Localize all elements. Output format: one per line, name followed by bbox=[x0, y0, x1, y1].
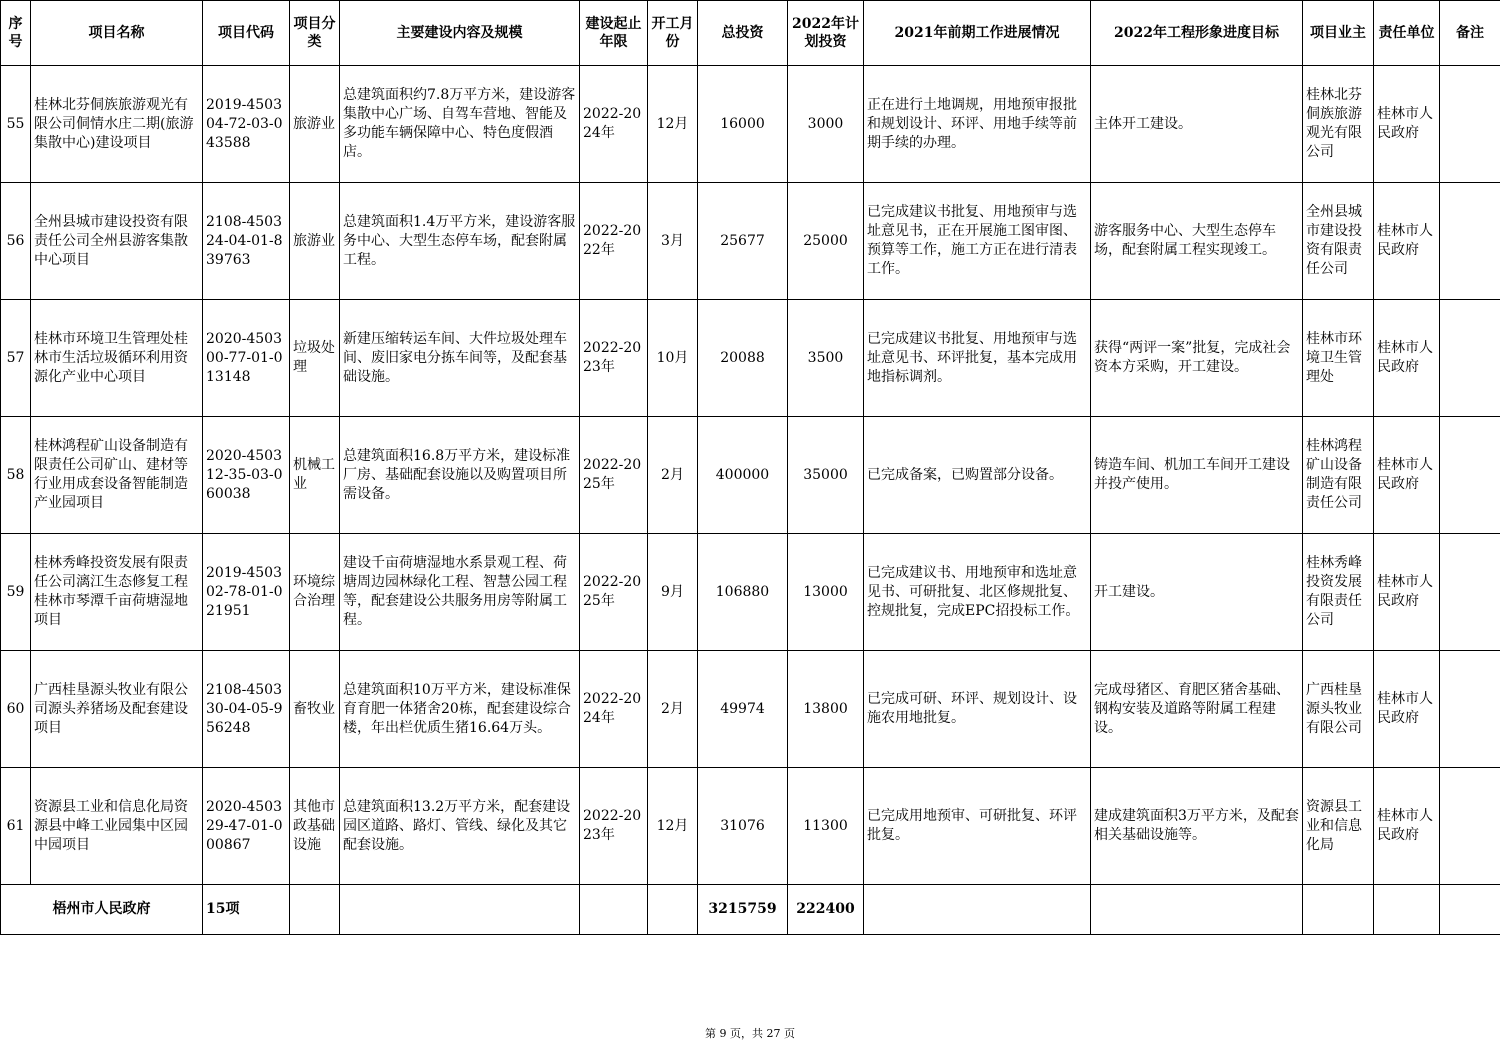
cell-target-2022: 完成母猪区、育肥区猪舍基础、钢构安装及道路等附属工程建设。 bbox=[1091, 651, 1303, 768]
cell-code: 2019-450302-78-01-021951 bbox=[203, 534, 290, 651]
cell-remark bbox=[1440, 183, 1500, 300]
cell-total-investment: 49974 bbox=[698, 651, 788, 768]
cell-progress-2021: 已完成建议书批复、用地预审与选址意见书、环评批复，基本完成用地指标调剂。 bbox=[864, 300, 1091, 417]
cell-progress-2021: 正在进行土地调规，用地预审报批和规划设计、环评、用地手续等前期手续的办理。 bbox=[864, 66, 1091, 183]
cell-content: 总建筑面积16.8万平方米，建设标准厂房、基础配套设施以及购置项目所需设备。 bbox=[340, 417, 580, 534]
table-row bbox=[1, 534, 1500, 651]
cell-start-month: 12月 bbox=[648, 66, 698, 183]
cell-plan-2022: 11300 bbox=[788, 768, 864, 885]
table-row bbox=[1, 183, 1500, 300]
cell-period: 2022-2023年 bbox=[580, 768, 648, 885]
cell-owner: 桂林北芬侗族旅游观光有限公司 bbox=[1303, 66, 1374, 183]
cell-total-investment: 16000 bbox=[698, 66, 788, 183]
header-content: 主要建设内容及规模 bbox=[340, 1, 580, 66]
cell-owner: 资源县工业和信息化局 bbox=[1303, 768, 1374, 885]
header-target-2022: 2022年工程形象进度目标 bbox=[1091, 1, 1303, 66]
cell-period: 2022-2022年 bbox=[580, 183, 648, 300]
cell-code: 2108-450324-04-01-839763 bbox=[203, 183, 290, 300]
cell-plan-2022: 25000 bbox=[788, 183, 864, 300]
cell-content: 建设千亩荷塘湿地水系景观工程、荷塘周边园林绿化工程、智慧公园工程等，配套建设公共服务用房等附属工程。 bbox=[340, 534, 580, 651]
cell-code: 2019-450304-72-03-043588 bbox=[203, 66, 290, 183]
cell-seq: 55 bbox=[1, 66, 31, 183]
cell-responsible: 桂林市人民政府 bbox=[1374, 66, 1440, 183]
header-name: 项目名称 bbox=[31, 1, 203, 66]
header-remark: 备注 bbox=[1440, 1, 1500, 66]
cell-total-investment: 25677 bbox=[698, 183, 788, 300]
cell-code: 2020-450300-77-01-013148 bbox=[203, 300, 290, 417]
cell-plan-2022: 13800 bbox=[788, 651, 864, 768]
header-code: 项目代码 bbox=[203, 1, 290, 66]
cell-progress-2021: 已完成备案，已购置部分设备。 bbox=[864, 417, 1091, 534]
cell-owner: 桂林鸿程矿山设备制造有限责任公司 bbox=[1303, 417, 1374, 534]
table-row bbox=[1, 300, 1500, 417]
cell-responsible: 桂林市人民政府 bbox=[1374, 651, 1440, 768]
cell-period: 2022-2025年 bbox=[580, 417, 648, 534]
cell-remark bbox=[1440, 768, 1500, 885]
cell-target-2022: 获得“两评一案”批复，完成社会资本方采购，开工建设。 bbox=[1091, 300, 1303, 417]
cell-total-investment: 400000 bbox=[698, 417, 788, 534]
cell-progress-2021: 已完成建议书批复、用地预审与选址意见书，正在开展施工图审图、预算等工作，施工方正在进行清表工作。 bbox=[864, 183, 1091, 300]
cell-name: 桂林市环境卫生管理处桂林市生活垃圾循环利用资源化产业中心项目 bbox=[31, 300, 203, 417]
header-responsible: 责任单位 bbox=[1374, 1, 1440, 66]
header-total-investment: 总投资 bbox=[698, 1, 788, 66]
cell-plan-2022: 3500 bbox=[788, 300, 864, 417]
cell-category: 垃圾处理 bbox=[290, 300, 340, 417]
cell-owner: 桂林秀峰投资发展有限责任公司 bbox=[1303, 534, 1374, 651]
cell-name: 桂林鸿程矿山设备制造有限责任公司矿山、建材等行业用成套设备智能制造产业园项目 bbox=[31, 417, 203, 534]
header-row bbox=[1, 1, 1500, 66]
header-category: 项目分类 bbox=[290, 1, 340, 66]
cell-period: 2022-2023年 bbox=[580, 300, 648, 417]
cell-content: 总建筑面积约7.8万平方米，建设游客集散中心广场、自驾车营地、智能及多功能车辆保障中心、特色度假酒店。 bbox=[340, 66, 580, 183]
cell-responsible: 桂林市人民政府 bbox=[1374, 300, 1440, 417]
cell-start-month: 2月 bbox=[648, 651, 698, 768]
cell-content: 总建筑面积1.4万平方米，建设游客服务中心、大型生态停车场，配套附属工程。 bbox=[340, 183, 580, 300]
cell-responsible: 桂林市人民政府 bbox=[1374, 534, 1440, 651]
cell-owner: 桂林市环境卫生管理处 bbox=[1303, 300, 1374, 417]
cell-name: 广西桂垦源头牧业有限公司源头养猪场及配套建设项目 bbox=[31, 651, 203, 768]
cell-content: 总建筑面积10万平方米，建设标准保育育肥一体猪舍20栋，配套建设综合楼，年出栏优质生猪16.64万头。 bbox=[340, 651, 580, 768]
cell-start-month: 9月 bbox=[648, 534, 698, 651]
cell-total-investment: 20088 bbox=[698, 300, 788, 417]
cell-seq: 59 bbox=[1, 534, 31, 651]
cell-content: 新建压缩转运车间、大件垃圾处理车间、废旧家电分拣车间等，及配套基础设施。 bbox=[340, 300, 580, 417]
cell-total-investment: 106880 bbox=[698, 534, 788, 651]
total-row bbox=[1, 885, 1500, 935]
table-row bbox=[1, 417, 1500, 534]
header-start-month: 开工月份 bbox=[648, 1, 698, 66]
cell-remark bbox=[1440, 66, 1500, 183]
cell-category: 畜牧业 bbox=[290, 651, 340, 768]
cell-start-month: 3月 bbox=[648, 183, 698, 300]
total-empty-cell bbox=[1091, 885, 1303, 935]
total-count: 15项 bbox=[203, 885, 290, 935]
cell-owner: 全州县城市建设投资有限责任公司 bbox=[1303, 183, 1374, 300]
cell-seq: 61 bbox=[1, 768, 31, 885]
cell-remark bbox=[1440, 651, 1500, 768]
cell-name: 桂林北芬侗族旅游观光有限公司侗情水庄二期(旅游集散中心)建设项目 bbox=[31, 66, 203, 183]
total-label: 梧州市人民政府 bbox=[1, 885, 203, 935]
cell-target-2022: 铸造车间、机加工车间开工建设并投产使用。 bbox=[1091, 417, 1303, 534]
cell-target-2022: 开工建设。 bbox=[1091, 534, 1303, 651]
cell-responsible: 桂林市人民政府 bbox=[1374, 417, 1440, 534]
header-plan-2022: 2022年计划投资 bbox=[788, 1, 864, 66]
cell-seq: 60 bbox=[1, 651, 31, 768]
total-empty-cell bbox=[864, 885, 1091, 935]
cell-remark bbox=[1440, 534, 1500, 651]
cell-seq: 56 bbox=[1, 183, 31, 300]
cell-plan-2022: 3000 bbox=[788, 66, 864, 183]
cell-remark bbox=[1440, 417, 1500, 534]
cell-name: 桂林秀峰投资发展有限责任公司漓江生态修复工程桂林市琴潭千亩荷塘湿地项目 bbox=[31, 534, 203, 651]
cell-target-2022: 建成建筑面积3万平方米，及配套相关基础设施等。 bbox=[1091, 768, 1303, 885]
cell-code: 2108-450330-04-05-956248 bbox=[203, 651, 290, 768]
cell-progress-2021: 已完成可研、环评、规划设计、设施农用地批复。 bbox=[864, 651, 1091, 768]
page-footer: 第 9 页，共 27 页 bbox=[0, 1025, 1500, 1041]
cell-remark bbox=[1440, 300, 1500, 417]
total-empty-cell bbox=[648, 885, 698, 935]
total-empty-cell bbox=[580, 885, 648, 935]
cell-code: 2020-450329-47-01-000867 bbox=[203, 768, 290, 885]
table-row bbox=[1, 768, 1500, 885]
cell-start-month: 12月 bbox=[648, 768, 698, 885]
cell-category: 旅游业 bbox=[290, 183, 340, 300]
cell-name: 资源县工业和信息化局资源县中峰工业园集中区园中园项目 bbox=[31, 768, 203, 885]
table-row bbox=[1, 66, 1500, 183]
total-empty-cell bbox=[1440, 885, 1500, 935]
cell-plan-2022: 13000 bbox=[788, 534, 864, 651]
table-row bbox=[1, 651, 1500, 768]
cell-seq: 58 bbox=[1, 417, 31, 534]
cell-code: 2020-450312-35-03-060038 bbox=[203, 417, 290, 534]
cell-period: 2022-2024年 bbox=[580, 66, 648, 183]
header-progress-2021: 2021年前期工作进展情况 bbox=[864, 1, 1091, 66]
cell-content: 总建筑面积13.2万平方米，配套建设园区道路、路灯、管线、绿化及其它配套设施。 bbox=[340, 768, 580, 885]
cell-owner: 广西桂垦源头牧业有限公司 bbox=[1303, 651, 1374, 768]
cell-category: 环境综合治理 bbox=[290, 534, 340, 651]
cell-name: 全州县城市建设投资有限责任公司全州县游客集散中心项目 bbox=[31, 183, 203, 300]
header-owner: 项目业主 bbox=[1303, 1, 1374, 66]
cell-start-month: 10月 bbox=[648, 300, 698, 417]
cell-category: 其他市政基础设施 bbox=[290, 768, 340, 885]
cell-responsible: 桂林市人民政府 bbox=[1374, 183, 1440, 300]
cell-target-2022: 主体开工建设。 bbox=[1091, 66, 1303, 183]
total-empty-cell bbox=[1303, 885, 1374, 935]
total-empty-cell bbox=[340, 885, 580, 935]
cell-target-2022: 游客服务中心、大型生态停车场，配套附属工程实现竣工。 bbox=[1091, 183, 1303, 300]
cell-responsible: 桂林市人民政府 bbox=[1374, 768, 1440, 885]
cell-plan-2022: 35000 bbox=[788, 417, 864, 534]
cell-progress-2021: 已完成用地预审、可研批复、环评批复。 bbox=[864, 768, 1091, 885]
cell-period: 2022-2024年 bbox=[580, 651, 648, 768]
total-empty-cell bbox=[1374, 885, 1440, 935]
cell-category: 旅游业 bbox=[290, 66, 340, 183]
total-plan-2022: 222400 bbox=[788, 885, 864, 935]
total-empty-cell bbox=[290, 885, 340, 935]
cell-total-investment: 31076 bbox=[698, 768, 788, 885]
header-period: 建设起止年限 bbox=[580, 1, 648, 66]
cell-start-month: 2月 bbox=[648, 417, 698, 534]
cell-seq: 57 bbox=[1, 300, 31, 417]
cell-category: 机械工业 bbox=[290, 417, 340, 534]
cell-period: 2022-2025年 bbox=[580, 534, 648, 651]
header-seq: 序号 bbox=[1, 1, 31, 66]
cell-progress-2021: 已完成建议书、用地预审和选址意见书、可研批复、北区修规批复、控规批复，完成EPC招投标工作。 bbox=[864, 534, 1091, 651]
total-investment: 3215759 bbox=[698, 885, 788, 935]
